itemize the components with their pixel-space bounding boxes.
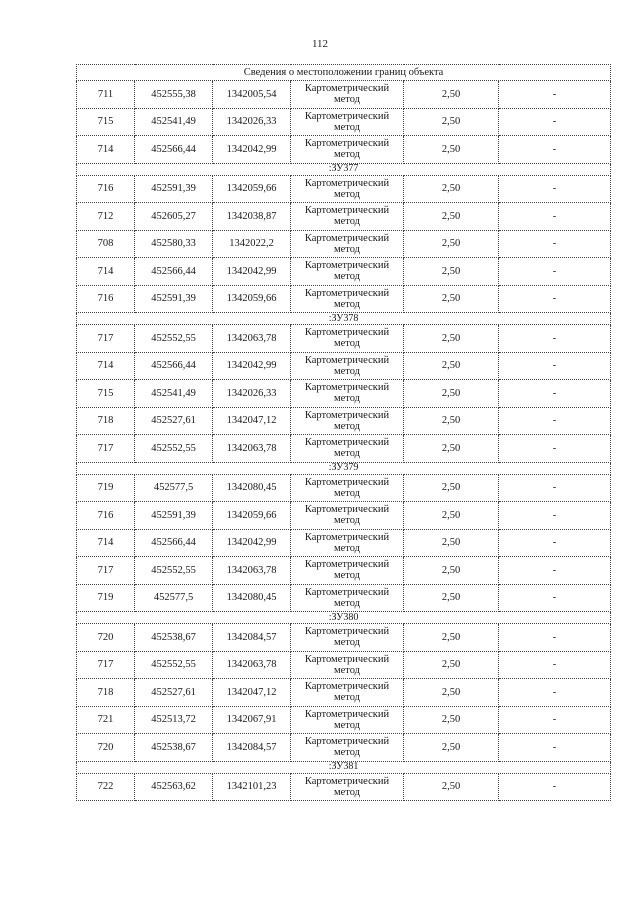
coord-x: 452591,39: [135, 175, 213, 203]
table-row: [77, 584, 611, 612]
coord-y: 1342026,33: [213, 380, 291, 408]
coord-x: 452591,39: [135, 285, 213, 313]
coord-x: 452580,33: [135, 230, 213, 258]
point-number: 716: [77, 285, 135, 313]
note-cell: -: [499, 624, 611, 652]
method-cell: Картометрический метод: [291, 557, 404, 585]
table-row: [77, 651, 611, 679]
method-cell: Картометрический метод: [291, 435, 404, 463]
point-number: 718: [77, 407, 135, 435]
accuracy-cell: 2,50: [404, 81, 499, 109]
coord-y: 1342084,57: [213, 624, 291, 652]
table-row: [77, 407, 611, 435]
note-cell: -: [499, 108, 611, 136]
note-cell: -: [499, 325, 611, 353]
note-cell: -: [499, 380, 611, 408]
table-row: [77, 175, 611, 203]
accuracy-cell: 2,50: [404, 734, 499, 762]
coord-y: 1342084,57: [213, 734, 291, 762]
method-cell: Картометрический метод: [291, 679, 404, 707]
method-cell: Картометрический метод: [291, 407, 404, 435]
accuracy-cell: 2,50: [404, 435, 499, 463]
note-cell: -: [499, 584, 611, 612]
method-cell: Картометрический метод: [291, 258, 404, 286]
point-number: 708: [77, 230, 135, 258]
coord-y: 1342067,91: [213, 706, 291, 734]
accuracy-cell: 2,50: [404, 474, 499, 502]
coord-x: 452552,55: [135, 651, 213, 679]
coord-x: 452552,55: [135, 435, 213, 463]
coord-x: 452605,27: [135, 203, 213, 231]
accuracy-cell: 2,50: [404, 407, 499, 435]
accuracy-cell: 2,50: [404, 230, 499, 258]
table-row: [77, 285, 611, 313]
coord-x: 452538,67: [135, 734, 213, 762]
table-row: [77, 773, 611, 801]
coord-x: 452566,44: [135, 258, 213, 286]
note-cell: -: [499, 651, 611, 679]
point-number: 717: [77, 325, 135, 353]
section-label: :ЗУ379: [77, 462, 611, 474]
accuracy-cell: 2,50: [404, 175, 499, 203]
coord-y: 1342042,99: [213, 352, 291, 380]
accuracy-cell: 2,50: [404, 651, 499, 679]
point-number: 717: [77, 435, 135, 463]
method-cell: Картометрический метод: [291, 108, 404, 136]
coord-y: 1342059,66: [213, 502, 291, 530]
table-row: [77, 136, 611, 164]
coord-y: 1342063,78: [213, 435, 291, 463]
coord-x: 452591,39: [135, 502, 213, 530]
table-row: [77, 203, 611, 231]
coord-x: 452538,67: [135, 624, 213, 652]
coord-x: 452555,38: [135, 81, 213, 109]
note-cell: -: [499, 230, 611, 258]
note-cell: -: [499, 258, 611, 286]
note-cell: -: [499, 435, 611, 463]
table-row: [77, 734, 611, 762]
table-row: [77, 557, 611, 585]
section-label: :ЗУ381: [77, 761, 611, 773]
accuracy-cell: 2,50: [404, 679, 499, 707]
accuracy-cell: 2,50: [404, 624, 499, 652]
method-cell: Картометрический метод: [291, 352, 404, 380]
section-row: [77, 612, 611, 624]
table-heading-row: [77, 65, 611, 81]
table-row: [77, 352, 611, 380]
section-label: :ЗУ378: [77, 313, 611, 325]
method-cell: Картометрический метод: [291, 81, 404, 109]
section-label: :ЗУ380: [77, 612, 611, 624]
coord-y: 1342042,99: [213, 258, 291, 286]
table-row: [77, 474, 611, 502]
table-row: [77, 624, 611, 652]
coord-x: 452566,44: [135, 136, 213, 164]
accuracy-cell: 2,50: [404, 706, 499, 734]
table-row: [77, 258, 611, 286]
note-cell: -: [499, 136, 611, 164]
coord-x: 452566,44: [135, 352, 213, 380]
accuracy-cell: 2,50: [404, 584, 499, 612]
point-number: 712: [77, 203, 135, 231]
coord-y: 1342101,23: [213, 773, 291, 801]
note-cell: -: [499, 734, 611, 762]
accuracy-cell: 2,50: [404, 325, 499, 353]
method-cell: Картометрический метод: [291, 325, 404, 353]
point-number: 720: [77, 624, 135, 652]
coord-y: 1342022,2: [213, 230, 291, 258]
page-number: 112: [311, 38, 329, 50]
point-number: 715: [77, 380, 135, 408]
coord-x: 452552,55: [135, 557, 213, 585]
method-cell: Картометрический метод: [291, 624, 404, 652]
section-row: [77, 761, 611, 773]
coord-y: 1342059,66: [213, 285, 291, 313]
method-cell: Картометрический метод: [291, 651, 404, 679]
point-number: 719: [77, 474, 135, 502]
coord-x: 452527,61: [135, 679, 213, 707]
coord-y: 1342042,99: [213, 136, 291, 164]
coord-y: 1342063,78: [213, 325, 291, 353]
coord-x: 452552,55: [135, 325, 213, 353]
method-cell: Картометрический метод: [291, 285, 404, 313]
coord-x: 452577,5: [135, 474, 213, 502]
method-cell: Картометрический метод: [291, 175, 404, 203]
section-row: [77, 313, 611, 325]
point-number: 714: [77, 352, 135, 380]
accuracy-cell: 2,50: [404, 258, 499, 286]
point-number: 717: [77, 557, 135, 585]
accuracy-cell: 2,50: [404, 285, 499, 313]
note-cell: -: [499, 502, 611, 530]
coord-y: 1342038,87: [213, 203, 291, 231]
method-cell: Картометрический метод: [291, 584, 404, 612]
table-row: [77, 502, 611, 530]
note-cell: -: [499, 203, 611, 231]
method-cell: Картометрический метод: [291, 734, 404, 762]
accuracy-cell: 2,50: [404, 352, 499, 380]
point-number: 711: [77, 81, 135, 109]
table-row: [77, 679, 611, 707]
table-heading: Сведения о местоположении границ объекта: [77, 65, 611, 81]
coord-y: 1342005,54: [213, 81, 291, 109]
method-cell: Картометрический метод: [291, 706, 404, 734]
note-cell: -: [499, 81, 611, 109]
coord-y: 1342026,33: [213, 108, 291, 136]
table-row: [77, 529, 611, 557]
point-number: 718: [77, 679, 135, 707]
note-cell: -: [499, 557, 611, 585]
coord-y: 1342047,12: [213, 679, 291, 707]
note-cell: -: [499, 679, 611, 707]
point-number: 722: [77, 773, 135, 801]
section-row: [77, 462, 611, 474]
point-number: 714: [77, 258, 135, 286]
point-number: 716: [77, 502, 135, 530]
accuracy-cell: 2,50: [404, 502, 499, 530]
section-label: :ЗУ377: [77, 163, 611, 175]
point-number: 717: [77, 651, 135, 679]
boundary-table: [76, 64, 611, 801]
coord-x: 452513,72: [135, 706, 213, 734]
point-number: 714: [77, 529, 135, 557]
table-row: [77, 230, 611, 258]
table-row: [77, 380, 611, 408]
coord-x: 452566,44: [135, 529, 213, 557]
method-cell: Картометрический метод: [291, 773, 404, 801]
point-number: 720: [77, 734, 135, 762]
coord-y: 1342042,99: [213, 529, 291, 557]
coord-y: 1342047,12: [213, 407, 291, 435]
accuracy-cell: 2,50: [404, 773, 499, 801]
coord-y: 1342059,66: [213, 175, 291, 203]
point-number: 715: [77, 108, 135, 136]
section-row: [77, 163, 611, 175]
table-row: [77, 706, 611, 734]
coord-x: 452577,5: [135, 584, 213, 612]
note-cell: -: [499, 175, 611, 203]
coord-y: 1342080,45: [213, 474, 291, 502]
point-number: 719: [77, 584, 135, 612]
table-row: [77, 325, 611, 353]
accuracy-cell: 2,50: [404, 203, 499, 231]
method-cell: Картометрический метод: [291, 474, 404, 502]
point-number: 721: [77, 706, 135, 734]
coord-y: 1342080,45: [213, 584, 291, 612]
coord-x: 452527,61: [135, 407, 213, 435]
point-number: 714: [77, 136, 135, 164]
point-number: 716: [77, 175, 135, 203]
coord-x: 452541,49: [135, 380, 213, 408]
table-row: [77, 435, 611, 463]
note-cell: -: [499, 474, 611, 502]
coord-y: 1342063,78: [213, 557, 291, 585]
note-cell: -: [499, 529, 611, 557]
coord-x: 452541,49: [135, 108, 213, 136]
table-row: [77, 81, 611, 109]
accuracy-cell: 2,50: [404, 136, 499, 164]
note-cell: -: [499, 285, 611, 313]
method-cell: Картометрический метод: [291, 136, 404, 164]
note-cell: -: [499, 352, 611, 380]
method-cell: Картометрический метод: [291, 502, 404, 530]
note-cell: -: [499, 407, 611, 435]
table-row: [77, 108, 611, 136]
method-cell: Картометрический метод: [291, 230, 404, 258]
method-cell: Картометрический метод: [291, 380, 404, 408]
note-cell: -: [499, 773, 611, 801]
accuracy-cell: 2,50: [404, 108, 499, 136]
accuracy-cell: 2,50: [404, 380, 499, 408]
accuracy-cell: 2,50: [404, 557, 499, 585]
coord-y: 1342063,78: [213, 651, 291, 679]
method-cell: Картометрический метод: [291, 529, 404, 557]
accuracy-cell: 2,50: [404, 529, 499, 557]
note-cell: -: [499, 706, 611, 734]
coord-x: 452563,62: [135, 773, 213, 801]
method-cell: Картометрический метод: [291, 203, 404, 231]
